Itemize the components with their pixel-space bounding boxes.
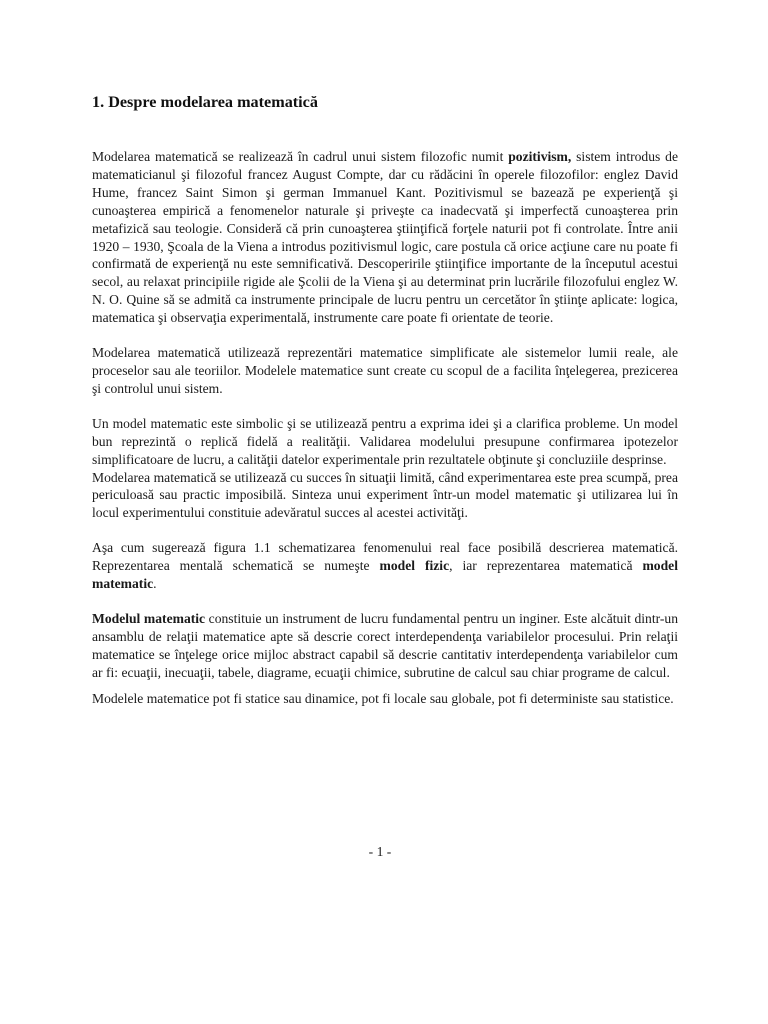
paragraph-positivism (92, 148, 678, 327)
page-number: - 1 - (368, 844, 392, 859)
p5-text-1: Aşa cum sugerează figura 1.1 schematizarea fenomenului real face posibilă descrierea matematică. Reprezentarea mentală schematică se numeşte (92, 540, 678, 574)
p5-bold-model-matematic: model matematic (92, 558, 678, 592)
body-text (92, 148, 678, 707)
p5-bold-model-fizic: model fizic (379, 558, 450, 574)
paragraph-mathematical-model (92, 610, 678, 682)
p1-bold-positivism: pozitivism, (508, 149, 572, 164)
paragraph-representations: Modelarea matematică utilizează reprezentări matematice simplificate ale sistemelor lumii reale, ale proceselor sau ale teoriilor. Modelele matematice sunt create cu scopul de a facilita înţelegerea, prezicerea şi controlul unui sistem. (92, 345, 678, 396)
p5-text-2: , iar reprezentarea matematică (449, 558, 643, 574)
paragraph-symbolic-model: Un model matematic este simbolic şi se utilizează pentru a exprima idei şi a clarifica probleme. Un model bun reprezintă o replică fidelă a realităţii. Validarea modelului presupune confirmarea ipotezelor simplificatoare de lucru, a calităţii datelor experimentale prin rezultatele obţinute şi concluziile desprinse. (92, 415, 678, 467)
paragraph-limit-situations: Modelarea matematică se utilizează cu succes în situaţii limită, când experimentarea este prea scumpă, prea periculoasă sau practic imposibilă. Sinteza unui experiment într-un model matematic şi utilizarea lui în locul experimentului constituie adevăratul succes al acestei activităţi. (92, 469, 678, 521)
p5-text-3: . (153, 576, 157, 592)
paragraph-model-types: Modelele matematice pot fi statice sau dinamice, pot fi locale sau globale, pot fi deterministe sau statistice. (92, 690, 674, 706)
p1-text-2: sistem introdus de matematicianul şi filozoful francez August Compte, dar cu rădăcini în operele filozofilor: englez David Hume, francez Saint Simon şi german Immanuel Kant. Pozitivismul se bazează pe experienţă şi cunoaşterea empirică a fenomenelor naturale şi priveşte ca inadecvată şi imperfectă cunoaşterea prin metafizică sau teologie. Consideră că prin cunoaşterea ştiinţifică forţele naturii pot fi controlate. Între anii 1920 – 1930, Şcoala de la Viena a introdus pozitivismul logic, care postula că orice acţiune care nu poate fi confirmată de experienţă nu este semnificativă. Descoperirile ştiinţifice importante de la începutul acestui secol, au relaxat principiile rigide ale Şcolii de la Viena şi au determinat prin lucrările filozofului englez W. N. O. Quine să se admită ca instrumente principale de lucru pentru un cercetător în ştiinţe aplicate: logica, matematica şi observaţia experimentală, instrumente care poate fi orientate de teorie. (92, 149, 678, 326)
paragraph-figure-reference (92, 539, 678, 593)
p6-text-1: constituie un instrument de lucru fundamental pentru un inginer. Este alcătuit dintr-un ansamblu de relaţii matematice apte să descrie corect interdependenţa variabilelor procesului. Prin relaţii matematice se înţelege orice mijloc abstract capabil să descrie cantitativ interdependenţa variabilelor cum ar fi: ecuaţii, inecuaţii, tabele, diagrame, ecuaţii chimice, subrutine de calcul sau chiar programe de calcul. (92, 610, 678, 680)
p1-text-1: Modelarea matematică se realizează în cadrul unui sistem filozofic numit (92, 149, 509, 164)
section-heading: 1. Despre modelarea matematică (92, 93, 318, 111)
p6-bold-modelul-matematic: Modelul matematic (92, 610, 206, 626)
